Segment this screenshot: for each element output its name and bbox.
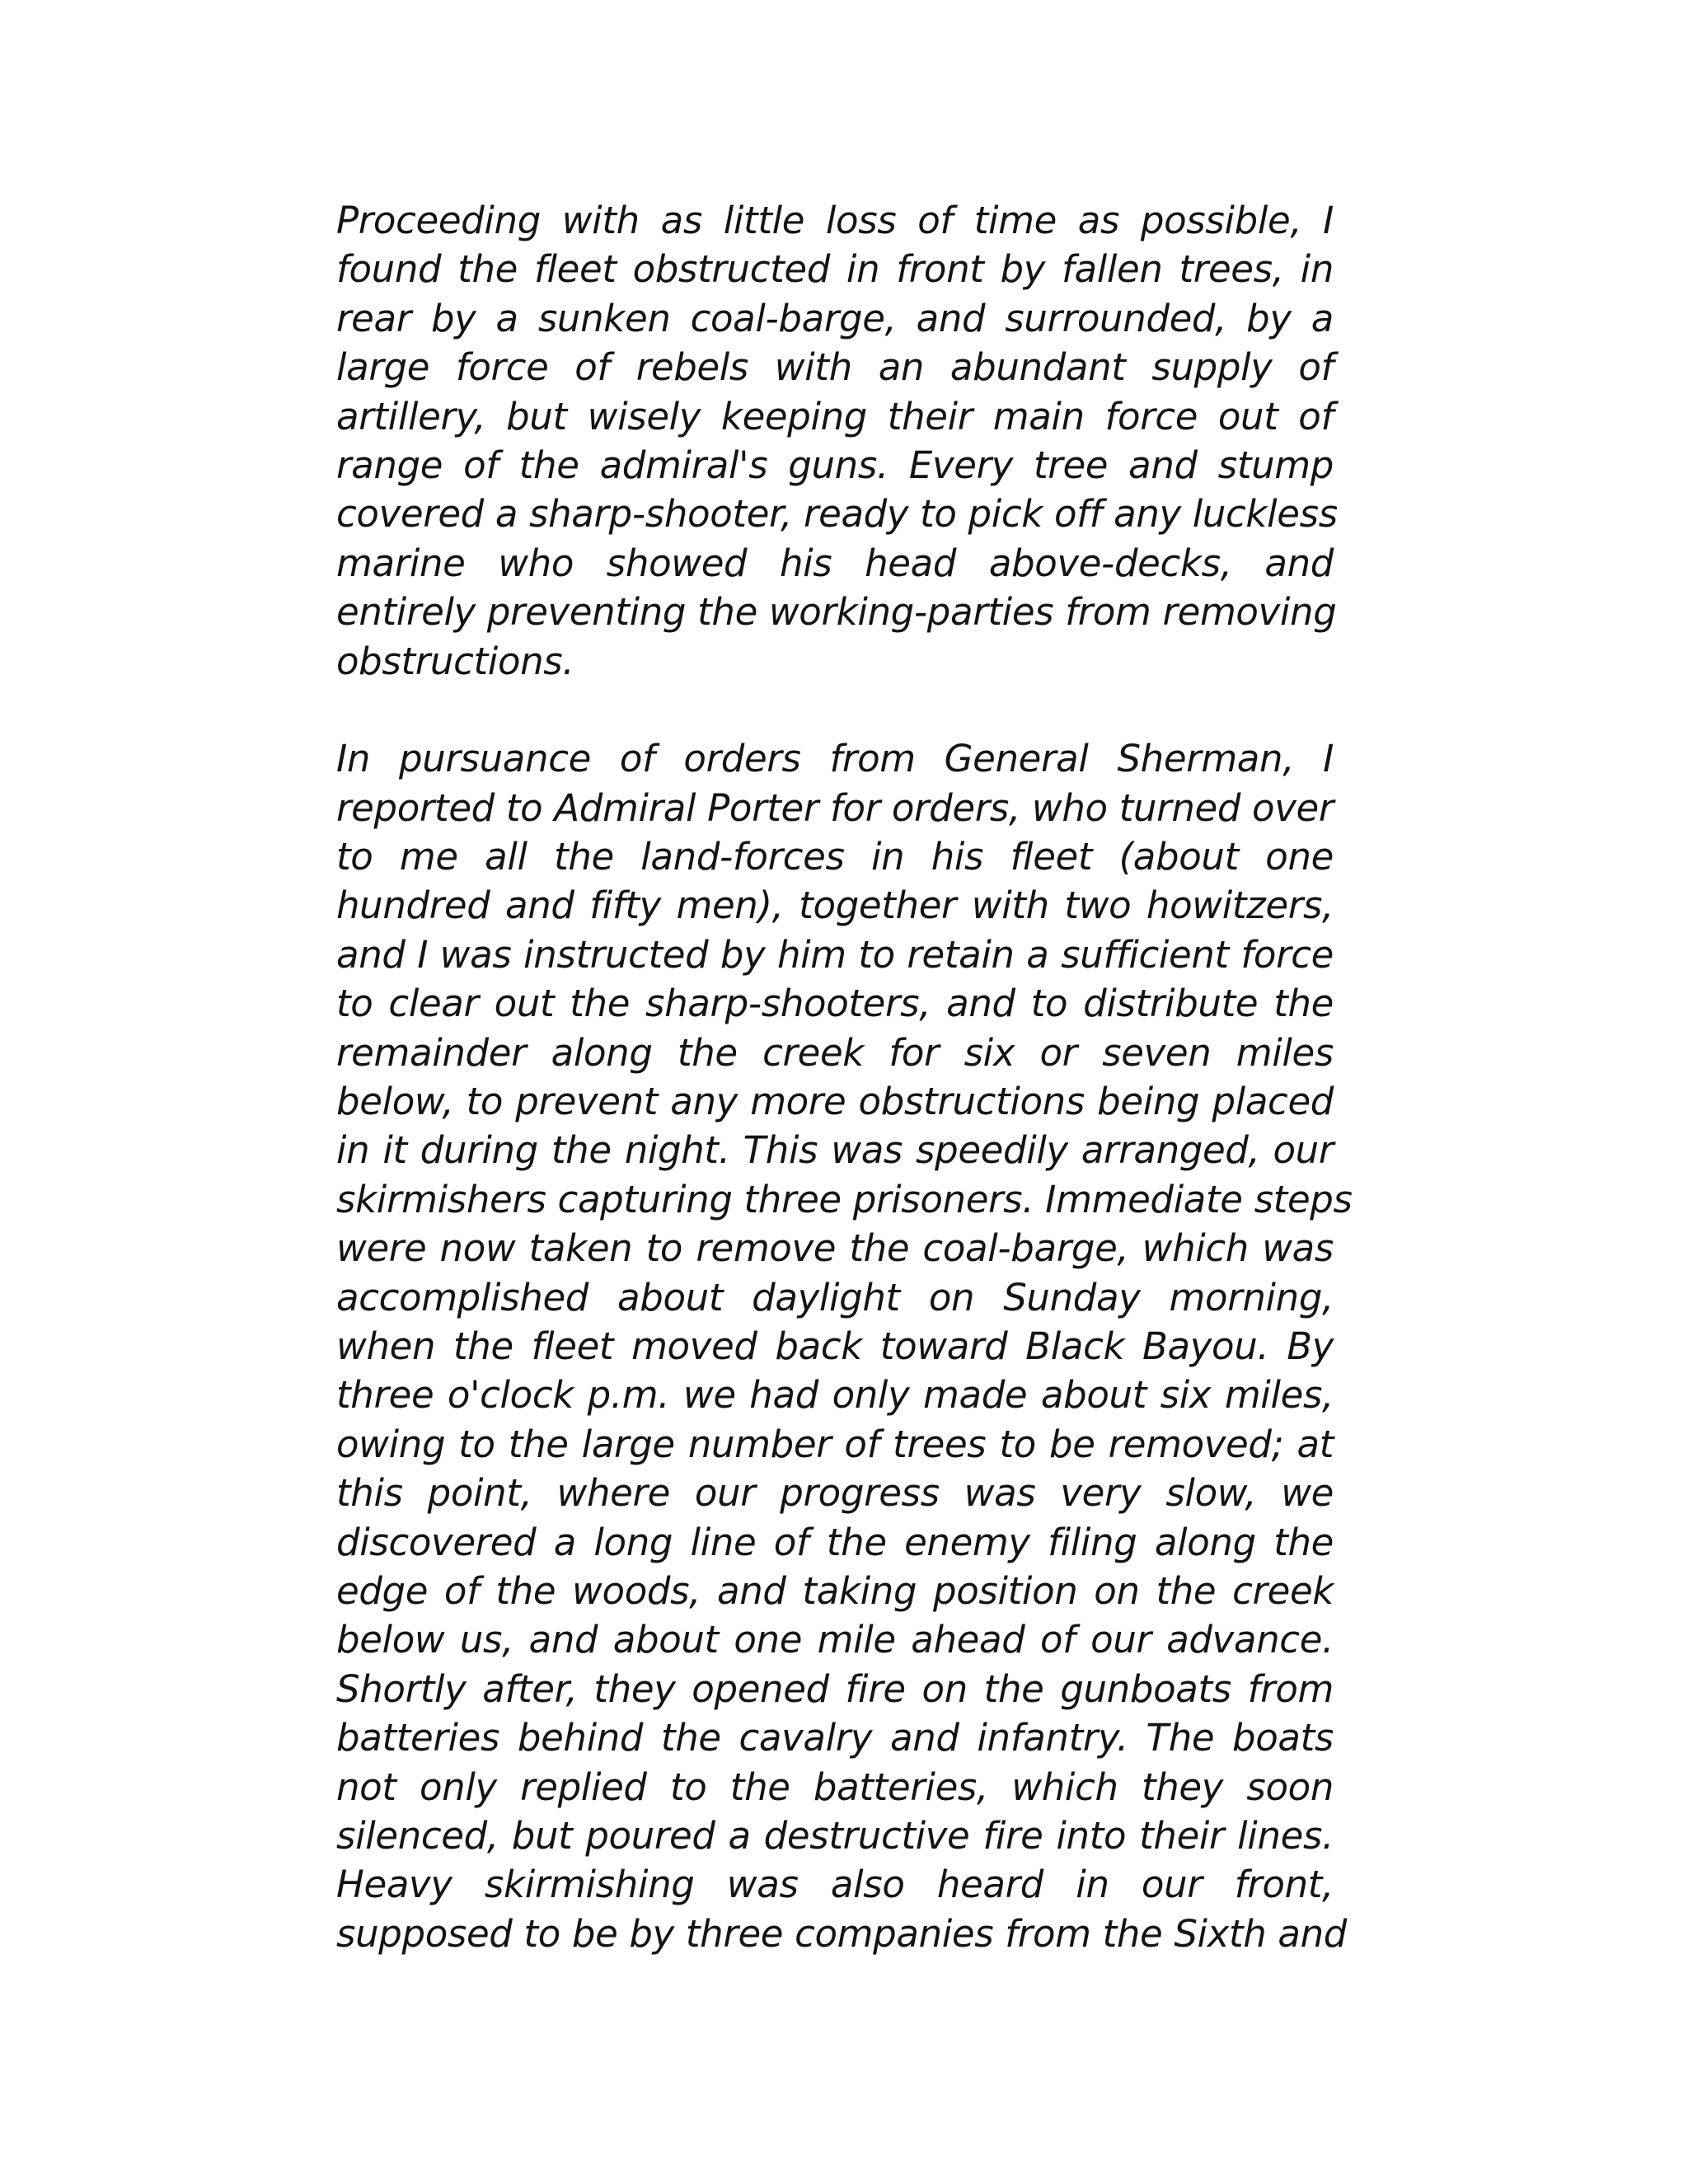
text-line: range of the admiral's guns. Every tree and stump <box>336 443 1334 487</box>
text-line: and I was instructed by him to retain a sufficient force <box>336 932 1334 977</box>
text-line: found the fleet obstructed in front by fallen trees, in <box>336 247 1334 292</box>
text-line: this point, where our progress was very slow, we <box>336 1471 1334 1516</box>
paragraph <box>336 734 1353 1958</box>
text-line: three o'clock p.m. we had only made about six miles, <box>336 1373 1334 1418</box>
text-line: Proceeding with as little loss of time as possible, I <box>336 199 1334 242</box>
text-line: reported to Admiral Porter for orders, who turned over <box>336 785 1334 830</box>
text-line: below, to prevent any more obstructions being placed <box>336 1080 1334 1124</box>
text-line: covered a sharp-shooter, ready to pick off any luckless <box>336 492 1338 537</box>
paragraph-gap <box>336 686 1334 734</box>
text-line: edge of the woods, and taking position on the creek <box>336 1568 1334 1613</box>
text-line: were now taken to remove the coal-barge, which was <box>336 1226 1334 1271</box>
text-line: when the fleet moved back toward Black Bayou. By <box>336 1324 1334 1368</box>
text-line: marine who showed his head above-decks, and <box>336 541 1334 585</box>
text-line: hundred and fifty men), together with two howitzers, <box>336 883 1334 928</box>
text-line: to clear out the sharp-shooters, and to distribute the <box>336 982 1334 1026</box>
text-line: skirmishers capturing three prisoners. Immediate steps <box>336 1177 1353 1221</box>
text-column <box>336 196 1353 1958</box>
text-line: rear by a sunken coal-barge, and surrounded, by a <box>336 296 1334 340</box>
text-line: below us, and about one mile ahead of our advance. <box>336 1618 1334 1662</box>
text-line: owing to the large number of trees to be removed; at <box>336 1422 1334 1466</box>
text-line: Heavy skirmishing was also heard in our front, <box>336 1863 1334 1907</box>
text-line: obstructions. <box>336 639 574 683</box>
text-line: large force of rebels with an abundant supply of <box>336 345 1334 390</box>
paragraph <box>336 196 1338 686</box>
text-line: not only replied to the batteries, which they soon <box>336 1765 1334 1809</box>
text-line: in it during the night. This was speedily arranged, our <box>336 1128 1334 1173</box>
text-line: Shortly after, they opened fire on the gunboats from <box>336 1666 1334 1711</box>
text-line: silenced, but poured a destructive fire into their lines. <box>336 1813 1334 1858</box>
text-line: to me all the land-forces in his fleet (about one <box>336 835 1334 879</box>
text-line: supposed to be by three companies from the Sixth and <box>336 1911 1348 1956</box>
text-line: batteries behind the cavalry and infantry. The boats <box>336 1716 1334 1760</box>
text-line: discovered a long line of the enemy filing along the <box>336 1520 1334 1564</box>
text-line: artillery, but wisely keeping their main force out of <box>336 394 1334 438</box>
text-line: entirely preventing the working-parties from removing <box>336 590 1337 635</box>
text-line: remainder along the creek for six or seven miles <box>336 1030 1334 1075</box>
text-line: In pursuance of orders from General Sherman, I <box>336 737 1334 781</box>
text-line: accomplished about daylight on Sunday morning, <box>336 1275 1334 1319</box>
